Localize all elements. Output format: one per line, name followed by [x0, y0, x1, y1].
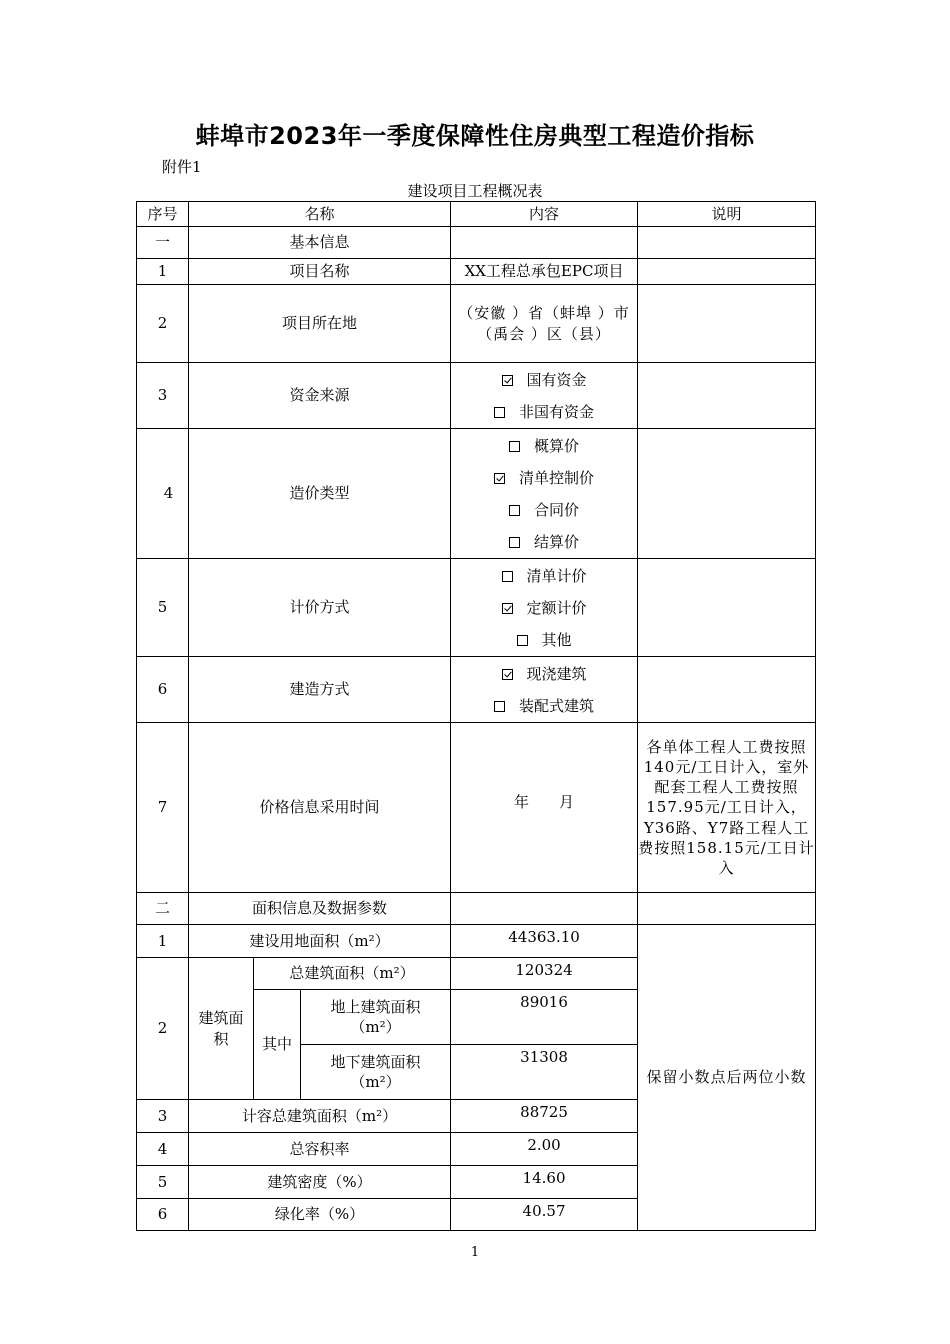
checkbox-icon[interactable]	[502, 603, 513, 614]
r2-name: 项目所在地	[189, 285, 451, 363]
section1-seq: 一	[137, 227, 189, 259]
fund-option-state[interactable]: 国有资金	[451, 364, 637, 396]
r1-content: XX工程总承包EPC项目	[451, 259, 638, 285]
price-type-option[interactable]: 概算价	[451, 430, 637, 462]
r1-seq: 1	[137, 259, 189, 285]
header-name: 名称	[189, 202, 451, 227]
area-note: 保留小数点后两位小数	[638, 925, 816, 1231]
pricing-method-option[interactable]: 定额计价	[451, 592, 637, 624]
table-row	[137, 429, 816, 559]
checkbox-icon[interactable]	[509, 537, 520, 548]
checkbox-icon[interactable]	[517, 635, 528, 646]
checkbox-icon[interactable]	[509, 441, 520, 452]
a4-value: 2.00	[451, 1133, 638, 1166]
build-method-option[interactable]: 现浇建筑	[451, 658, 637, 690]
a6-name: 绿化率（%）	[189, 1199, 451, 1231]
r7-note: 各单体工程人工费按照140元/工日计入，室外配套工程人工费按照157.95元/工日计入，Y36路、Y7路工程人工费按照158.15元/工日计入	[638, 723, 816, 893]
section1-name: 基本信息	[189, 227, 451, 259]
a6-value: 40.57	[451, 1199, 638, 1231]
checkbox-icon[interactable]	[502, 375, 513, 386]
a3-seq: 3	[137, 1100, 189, 1133]
r6-seq: 6	[137, 657, 189, 723]
r5-seq: 5	[137, 559, 189, 657]
section-row-area	[137, 893, 816, 925]
a2-total-name: 总建筑面积（m²）	[254, 958, 451, 990]
a2-below-name: 地下建筑面积（m²）	[301, 1045, 451, 1100]
r5-name: 计价方式	[189, 559, 451, 657]
price-type-option[interactable]: 合同价	[451, 494, 637, 526]
checkbox-icon[interactable]	[502, 669, 513, 680]
attachment-label: 附件1	[162, 158, 202, 176]
r4-seq: 4	[137, 429, 189, 559]
r6-name: 建造方式	[189, 657, 451, 723]
a2-above-value: 89016	[451, 990, 638, 1045]
project-overview-table	[136, 201, 816, 1231]
table-row	[137, 363, 816, 429]
r2-location: （安徽 ）省（蚌埠 ）市（禹会 ）区（县）	[451, 285, 638, 363]
r4-name: 造价类型	[189, 429, 451, 559]
section2-seq: 二	[137, 893, 189, 925]
a4-name: 总容积率	[189, 1133, 451, 1166]
fund-option-nonstate[interactable]: 非国有资金	[451, 396, 637, 428]
pricing-method-option[interactable]: 清单计价	[451, 560, 637, 592]
a5-name: 建筑密度（%）	[189, 1166, 451, 1199]
table-row	[137, 657, 816, 723]
checkbox-icon[interactable]	[494, 701, 505, 712]
r2-seq: 2	[137, 285, 189, 363]
table-title: 建设项目工程概况表	[407, 182, 543, 200]
r7-content: 年 月	[451, 723, 638, 893]
checkbox-icon[interactable]	[494, 473, 505, 484]
a2-below-value: 31308	[451, 1045, 638, 1100]
a2-above-name: 地上建筑面积（m²）	[301, 990, 451, 1045]
a1-name: 建设用地面积（m²）	[189, 925, 451, 958]
a3-name: 计容总建筑面积（m²）	[189, 1100, 451, 1133]
section-row-basic	[137, 227, 816, 259]
a1-seq: 1	[137, 925, 189, 958]
a2-sub: 其中	[254, 990, 301, 1100]
checkbox-icon[interactable]	[494, 407, 505, 418]
a4-seq: 4	[137, 1133, 189, 1166]
table-row	[137, 723, 816, 893]
table-header-row	[137, 202, 816, 227]
header-seq: 序号	[137, 202, 189, 227]
section2-name: 面积信息及数据参数	[189, 893, 451, 925]
r7-name: 价格信息采用时间	[189, 723, 451, 893]
table-row	[137, 285, 816, 363]
price-type-option[interactable]: 结算价	[451, 526, 637, 558]
pricing-method-option[interactable]: 其他	[451, 624, 637, 656]
r1-name: 项目名称	[189, 259, 451, 285]
a1-value: 44363.10	[451, 925, 638, 958]
checkbox-icon[interactable]	[502, 571, 513, 582]
build-method-option[interactable]: 装配式建筑	[451, 690, 637, 722]
r3-seq: 3	[137, 363, 189, 429]
header-note: 说明	[638, 202, 816, 227]
checkbox-icon[interactable]	[509, 505, 520, 516]
a2-seq: 2	[137, 958, 189, 1100]
r7-seq: 7	[137, 723, 189, 893]
table-row	[137, 925, 816, 958]
a3-value: 88725	[451, 1100, 638, 1133]
price-type-option[interactable]: 清单控制价	[451, 462, 637, 494]
document-title: 蚌埠市2023年一季度保障性住房典型工程造价指标	[195, 122, 755, 150]
a2-group: 建筑面积	[189, 958, 254, 1100]
a6-seq: 6	[137, 1199, 189, 1231]
a5-value: 14.60	[451, 1166, 638, 1199]
a2-total-value: 120324	[451, 958, 638, 990]
header-content: 内容	[451, 202, 638, 227]
table-row	[137, 559, 816, 657]
r3-name: 资金来源	[189, 363, 451, 429]
a5-seq: 5	[137, 1166, 189, 1199]
page-number: 1	[470, 1245, 480, 1260]
table-row	[137, 259, 816, 285]
